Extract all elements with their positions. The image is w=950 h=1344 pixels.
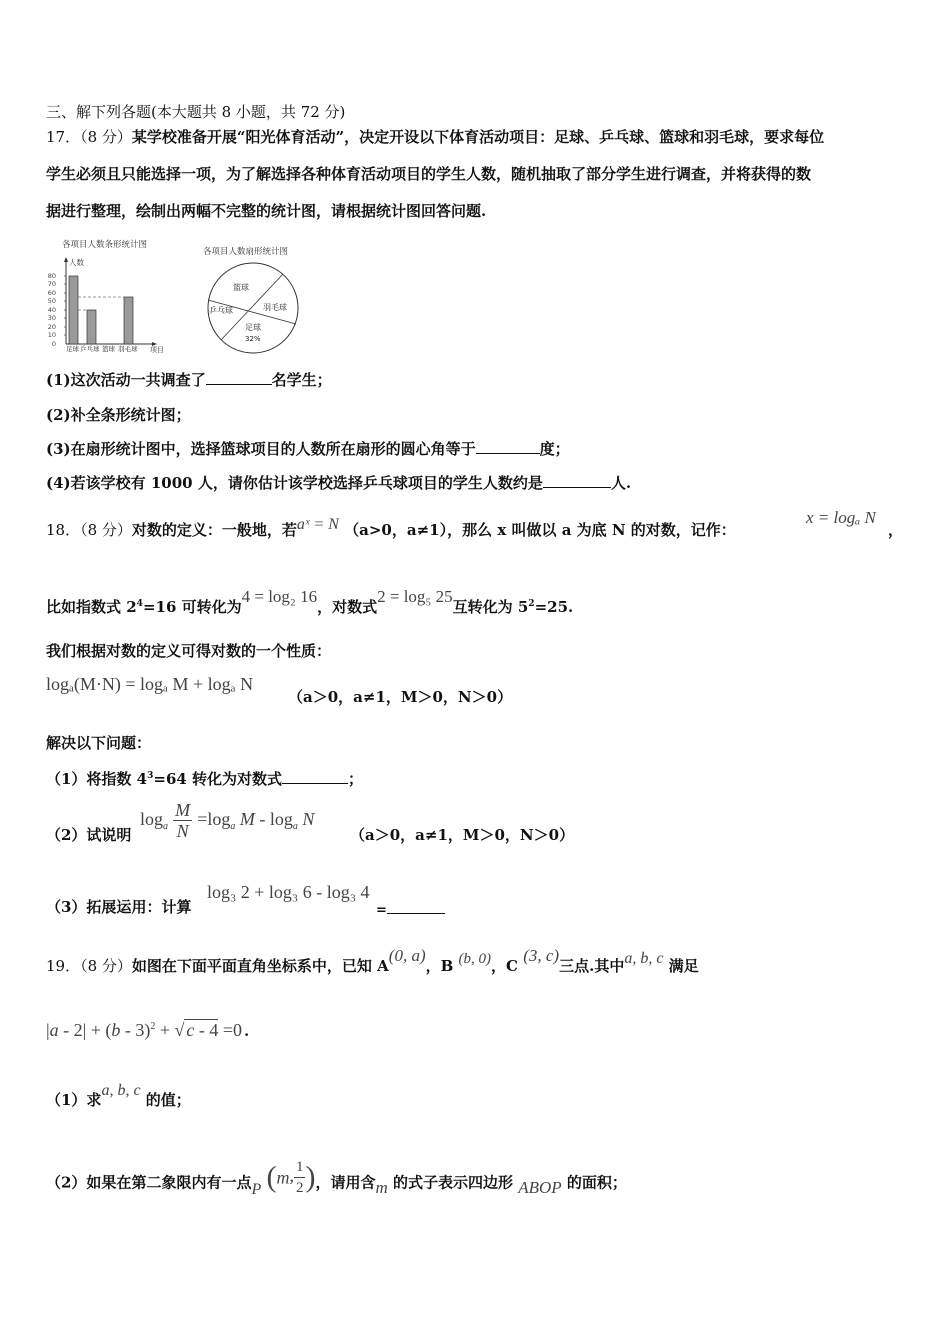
q17-line3: 据进行整理，绘制出两幅不完整的统计图，请根据统计图回答问题.	[46, 202, 487, 220]
svg-text:40: 40	[47, 306, 56, 314]
svg-text:乒乓球: 乒乓球	[80, 345, 100, 353]
svg-text:足球: 足球	[66, 345, 79, 353]
q18-example: 比如指数式 $2^4=16$ 可转化为4 = log₂ 16，对数式2 = log₅ 25互转化为 $5^2=25$.	[46, 587, 574, 616]
q18-sub1: （1）将指数 $4^3=64$ 转化为对数式 ；	[46, 770, 364, 788]
q18-property: logₐ(M·N) = logₐ M + logₐ N	[46, 674, 254, 694]
q19-sub2: （2）如果在第二象限内有一点P (m, $\frac{1}{2}$ )，请用含m 的式子表示四边形 ABOP 的面积；	[46, 1159, 627, 1198]
q19-condition: |a - 2| + (b - 3)$^2$ + √ c - 4 =0 .	[46, 1020, 250, 1040]
svg-text:乒乓球: 乒乓球	[209, 306, 233, 315]
q17-sub2: (2)补全条形统计图；	[46, 406, 191, 424]
svg-text:80: 80	[47, 272, 56, 280]
q17-sub4: (4)若该学校有 1000 人，请你估计该学校选择乒乓球项目的学生人数约是 人.	[46, 474, 632, 492]
pie-chart	[195, 240, 310, 355]
answer-blank[interactable]	[476, 439, 540, 454]
svg-text:10: 10	[47, 331, 56, 339]
q18-sub2-cond: （a＞0，a≠1，M＞0，N＞0）	[350, 826, 575, 844]
y-axis-label: 人数	[69, 258, 84, 267]
q18-log-notation: x = logₐ N	[806, 508, 876, 527]
answer-blank[interactable]	[543, 473, 611, 488]
svg-text:羽毛球: 羽毛球	[263, 303, 287, 312]
point-P-coords: (m, $\frac{1}{2}$ )	[266, 1159, 316, 1196]
svg-text:羽毛球: 羽毛球	[118, 345, 138, 353]
answer-blank[interactable]	[387, 899, 445, 914]
x-axis-label: 项目	[150, 346, 164, 354]
q17-sub1: (1)这次活动一共调查了 名学生；	[46, 371, 332, 389]
q18-sub3-answer: =	[376, 899, 445, 921]
svg-text:0: 0	[51, 340, 56, 348]
q19-line1: 19．（8 分）如图在下面平面直角坐标系中，已知 A(0, a)，B (b, 0)，C (3, c)三点.其中a, b, c 满足	[46, 946, 699, 975]
svg-text:32%: 32%	[245, 335, 261, 343]
answer-blank[interactable]	[282, 769, 348, 784]
answer-blank[interactable]	[206, 370, 272, 385]
bar-chart	[44, 236, 174, 356]
q18-property-cond: （a＞0，a≠1，M＞0，N＞0）	[288, 688, 513, 706]
q18-line1: 18．（8 分）对数的定义：一般地，若aˣ = N （a>0，a≠1），那么 x 叫做以 a 为底 N 的对数，记作：	[46, 516, 736, 539]
q17-number: 17．（8 分）	[46, 128, 132, 146]
pie-chart-svg	[195, 240, 310, 355]
bar-football	[69, 276, 78, 344]
q18-sub3-formula: log₃ 2 + log₃ 6 - log₃ 4	[207, 882, 370, 902]
q17-line2: 学生必须且只能选择一项，为了解选择各种体育活动项目的学生人数，随机抽取了部分学生进行调查，并将获得的数	[46, 165, 812, 183]
svg-text:篮球: 篮球	[102, 345, 115, 353]
section-heading: 三、解下列各题(本大题共 8 小题，共 72 分)	[46, 103, 346, 121]
q18-sub3: （3）拓展运用：计算	[46, 898, 192, 916]
q18-property-intro: 我们根据对数的定义可得对数的一个性质：	[46, 642, 332, 660]
bar-chart-title: 各项目人数条形统计图	[62, 240, 148, 250]
bar-chart-svg	[44, 236, 174, 356]
svg-text:60: 60	[47, 289, 56, 297]
svg-text:篮球: 篮球	[233, 283, 249, 292]
q19-sub1: （1）求a, b, c 的值；	[46, 1082, 191, 1109]
q18-solve-heading: 解决以下问题：	[46, 734, 152, 752]
q17-line1: 17．（8 分）某学校准备开展“阳光体育活动”，决定开设以下体育活动项目：足球、乒乓球、篮球和羽毛球，要求每位	[46, 128, 825, 146]
q18-sub2: （2）试说明	[46, 826, 132, 844]
svg-text:50: 50	[47, 297, 56, 305]
svg-text:30: 30	[47, 314, 56, 322]
q17-sub3: (3)在扇形统计图中，选择篮球项目的人数所在扇形的圆心角等于 度；	[46, 440, 570, 458]
svg-text:70: 70	[47, 280, 56, 288]
svg-text:20: 20	[47, 323, 56, 331]
pie-chart-title: 各项目人数扇形统计图	[203, 247, 289, 257]
bar-pingpong	[87, 310, 96, 344]
svg-text:足球: 足球	[245, 323, 261, 332]
q18-sub2-formula: $\log_a$ $\frac{M}{N}$ $=\log_a$ M - $\log_a N$	[140, 800, 315, 841]
math-exp: aˣ = N	[296, 516, 339, 533]
bar-badminton	[124, 297, 133, 344]
